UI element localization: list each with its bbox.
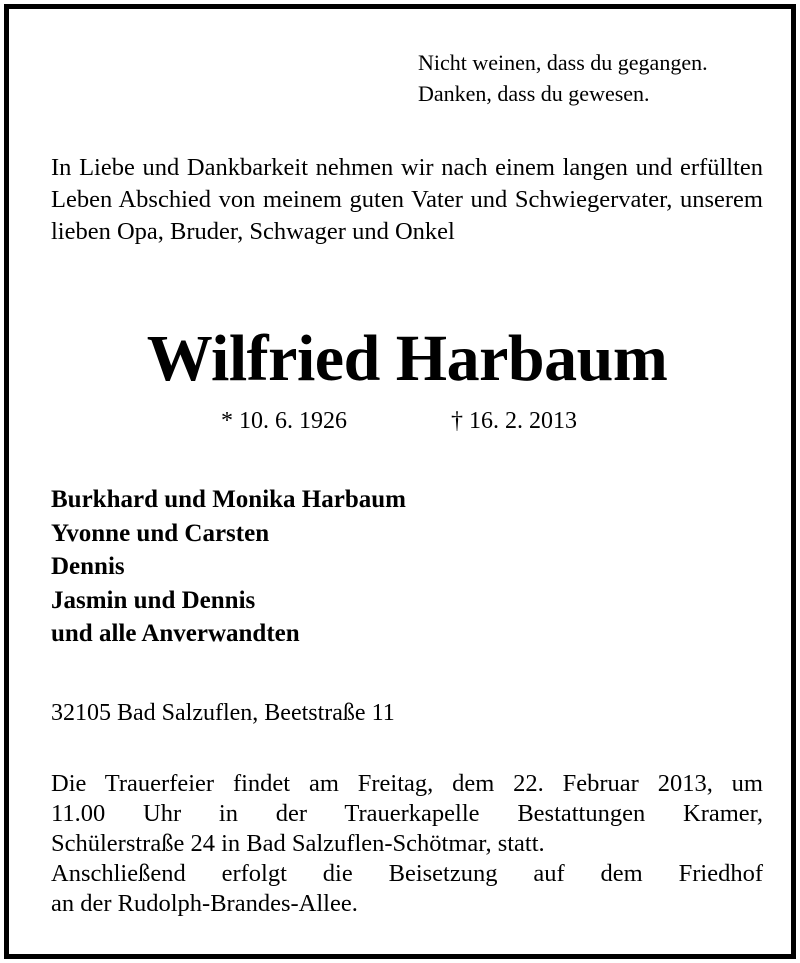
- motto-quote: [418, 47, 708, 109]
- mourners-list: [51, 483, 406, 651]
- mourner-line: und alle Anverwandten: [51, 620, 300, 647]
- mourner-line: Jasmin und Dennis: [51, 586, 256, 614]
- mourner-line: Burkhard und Monika Harbaum: [51, 486, 406, 513]
- funeral-line-5: an der Rudolph-Brandes-Allee.: [51, 890, 358, 917]
- birth-date: * 10. 6. 1926: [221, 408, 347, 434]
- mourner-line: Dennis: [51, 553, 125, 580]
- funeral-line-1: Die Trauerfeier findet am Freitag, dem 22. Februar 2013, um: [51, 770, 763, 797]
- deceased-name: Wilfried Harbaum: [146, 322, 668, 395]
- mourner-line: Yvonne und Carsten: [51, 519, 270, 547]
- address: 32105 Bad Salzuflen, Beetstraße 11: [51, 700, 395, 726]
- funeral-line-4: Anschließend erfolgt die Beisetzung auf dem Friedhof: [51, 860, 763, 887]
- funeral-line-3: Schülerstraße 24 in Bad Salzuflen-Schötmar, statt.: [51, 830, 545, 857]
- motto-line-2: Danken, dass du gewesen.: [418, 81, 650, 106]
- death-date: † 16. 2. 2013: [451, 408, 577, 434]
- obituary-content: [51, 9, 763, 954]
- intro-text: In Liebe und Dankbarkeit nehmen wir nach einem langen und erfüllten Leben Abschied von meinem guten Vater und Schwiegervater, unserem lieben Opa, Bruder, Schwager und Onkel: [51, 154, 763, 245]
- motto-line-1: Nicht weinen, dass du gegangen.: [418, 50, 708, 75]
- funeral-notice: [51, 769, 763, 919]
- obituary-frame: [4, 4, 796, 959]
- funeral-line-2: 11.00 Uhr in der Trauerkapelle Bestattungen Kramer,: [51, 800, 763, 827]
